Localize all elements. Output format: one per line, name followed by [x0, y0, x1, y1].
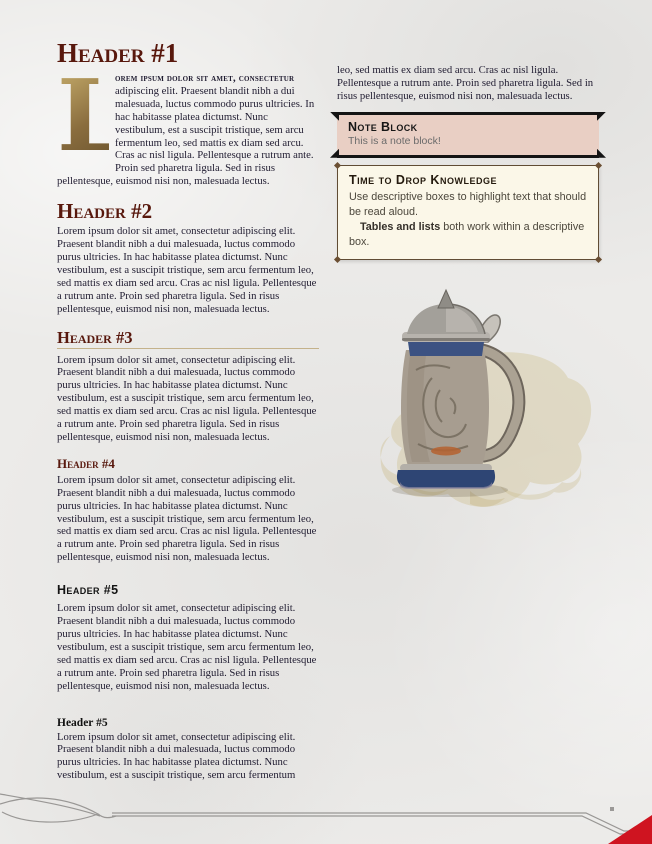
- continuation-paragraph: leo, sed mattis ex diam sed arcu. Cras ac nisl ligula. Pellentesque a rutrum ante. Proin sed pharetra ligula. Sed in risus pellentesque, euismod nisi non, malesuada lectus.: [337, 64, 594, 102]
- footer-rule-lines: [112, 813, 652, 834]
- paragraph-with-dropcap: [57, 59, 319, 188]
- section-2-body: Lorem ipsum dolor sit amet, consectetur adipiscing elit. Praesent blandit nibh a dui malesuada, luctus commodo purus ultricies. In hac habitasse platea dictumst. Nunc vestibulum, est a suscipit tristique, sem arcu fermentum leo, sed mattis ex diam sed arcu. Cras ac nisl ligula. Pellentesque a rutrum ante. Proin sed pharetra ligula. Sed in risus pellentesque, euismod nisi non, malesuada lectus.: [57, 225, 317, 315]
- footer-dot-icon: [610, 807, 614, 811]
- heading-4: Header #4: [57, 455, 115, 471]
- paragraph-2-rest: both work within a descriptive box.: [349, 220, 585, 248]
- note-corner-icon: [330, 149, 339, 158]
- section-header-2: [57, 199, 319, 315]
- heading-2: Header #2: [57, 199, 153, 224]
- heading-5: Header #5: [57, 583, 119, 598]
- section-header-5: [57, 583, 319, 692]
- red-corner-triangle: [608, 815, 652, 844]
- section-header-5-bold: [57, 716, 319, 783]
- heading-1: Header #1: [57, 38, 179, 68]
- lead-smallcaps-text: orem ipsum dolor sit amet, consectetur: [115, 72, 295, 84]
- section-header-1: [57, 38, 319, 188]
- section-1-body: adipiscing elit. Praesent blandit nibh a dui malesuada, luctus commodo purus ultricies. In hac habitasse platea dictumst. Nunc vestibulum, est a suscipit tristique, sem arcu fermentum leo, sed mattis ex diam sed arcu. Cras ac nisl ligula. Pellentesque a rutrum ante. Proin sed pharetra ligula. Sed in risus pellentesque, euismod nisi non, malesuada lectus.: [57, 84, 315, 188]
- footer-ornament: [0, 792, 652, 844]
- note-block: [337, 112, 599, 158]
- heading-3: Header #3: [57, 328, 319, 349]
- descriptive-box-paragraph-2: [349, 220, 587, 250]
- descriptive-box-title: Time to Drop Knowledge: [349, 172, 497, 187]
- section-3-body: Lorem ipsum dolor sit amet, consectetur adipiscing elit. Praesent blandit nibh a dui malesuada, luctus commodo purus ultricies. In hac habitasse platea dictumst. Nunc vestibulum, est a suscipit tristique, sem arcu fermentum leo, sed mattis ex diam sed arcu. Cras ac nisl ligula. Pellentesque a rutrum ante. Proin sed pharetra ligula. Sed in risus pellentesque, euismod nisi non, malesuada lectus.: [57, 353, 317, 443]
- section-5-body: Lorem ipsum dolor sit amet, consectetur adipiscing elit. Praesent blandit nibh a dui malesuada, luctus commodo purus ultricies. In hac habitasse platea dictumst. Nunc vestibulum, est a suscipit tristique, sem arcu fermentum leo, sed mattis ex diam sed arcu. Cras ac nisl ligula. Pellentesque a rutrum ante. Proin sed pharetra ligula. Sed in risus pellentesque, euismod nisi non, malesuada lectus.: [57, 602, 317, 692]
- corner-diamond-icon: [334, 162, 341, 169]
- section-4-body: Lorem ipsum dolor sit amet, consectetur adipiscing elit. Praesent blandit nibh a dui malesuada, luctus commodo purus ultricies. In hac habitasse platea dictumst. Nunc vestibulum, est a suscipit tristique, sem arcu fermentum leo, sed mattis ex diam sed arcu. Cras ac nisl ligula. Pellentesque a rutrum ante. Proin sed pharetra ligula. Sed in risus pellentesque, euismod nisi non, malesuada lectus.: [57, 473, 317, 564]
- dropcap-letter: L: [57, 59, 126, 174]
- note-corner-icon: [597, 112, 606, 121]
- section-header-3: [57, 328, 319, 444]
- note-block-title: Note Block: [348, 119, 418, 134]
- section-6-body: Lorem ipsum dolor sit amet, consectetur adipiscing elit. Praesent blandit nibh a dui malesuada, luctus commodo purus ultricies. In hac habitasse platea dictumst. Nunc vestibulum, est a suscipit tristique, sem arcu fermentum: [57, 730, 296, 782]
- note-corner-icon: [330, 112, 339, 121]
- leaf-flourish-icon: [0, 794, 116, 822]
- corner-diamond-icon: [595, 162, 602, 169]
- corner-diamond-icon: [334, 256, 341, 263]
- left-column: [57, 38, 319, 796]
- descriptive-box: [337, 165, 599, 260]
- heading-6: Header #5: [57, 716, 108, 729]
- section-header-4: [57, 456, 319, 564]
- beer-stein-illustration: [350, 286, 612, 534]
- note-block-body: This is a note block!: [348, 134, 441, 147]
- descriptive-box-paragraph-1: Use descriptive boxes to highlight text that should be read aloud.: [349, 190, 587, 218]
- note-corner-icon: [597, 149, 606, 158]
- bold-lead-text: Tables and lists: [360, 220, 441, 233]
- corner-diamond-icon: [595, 256, 602, 263]
